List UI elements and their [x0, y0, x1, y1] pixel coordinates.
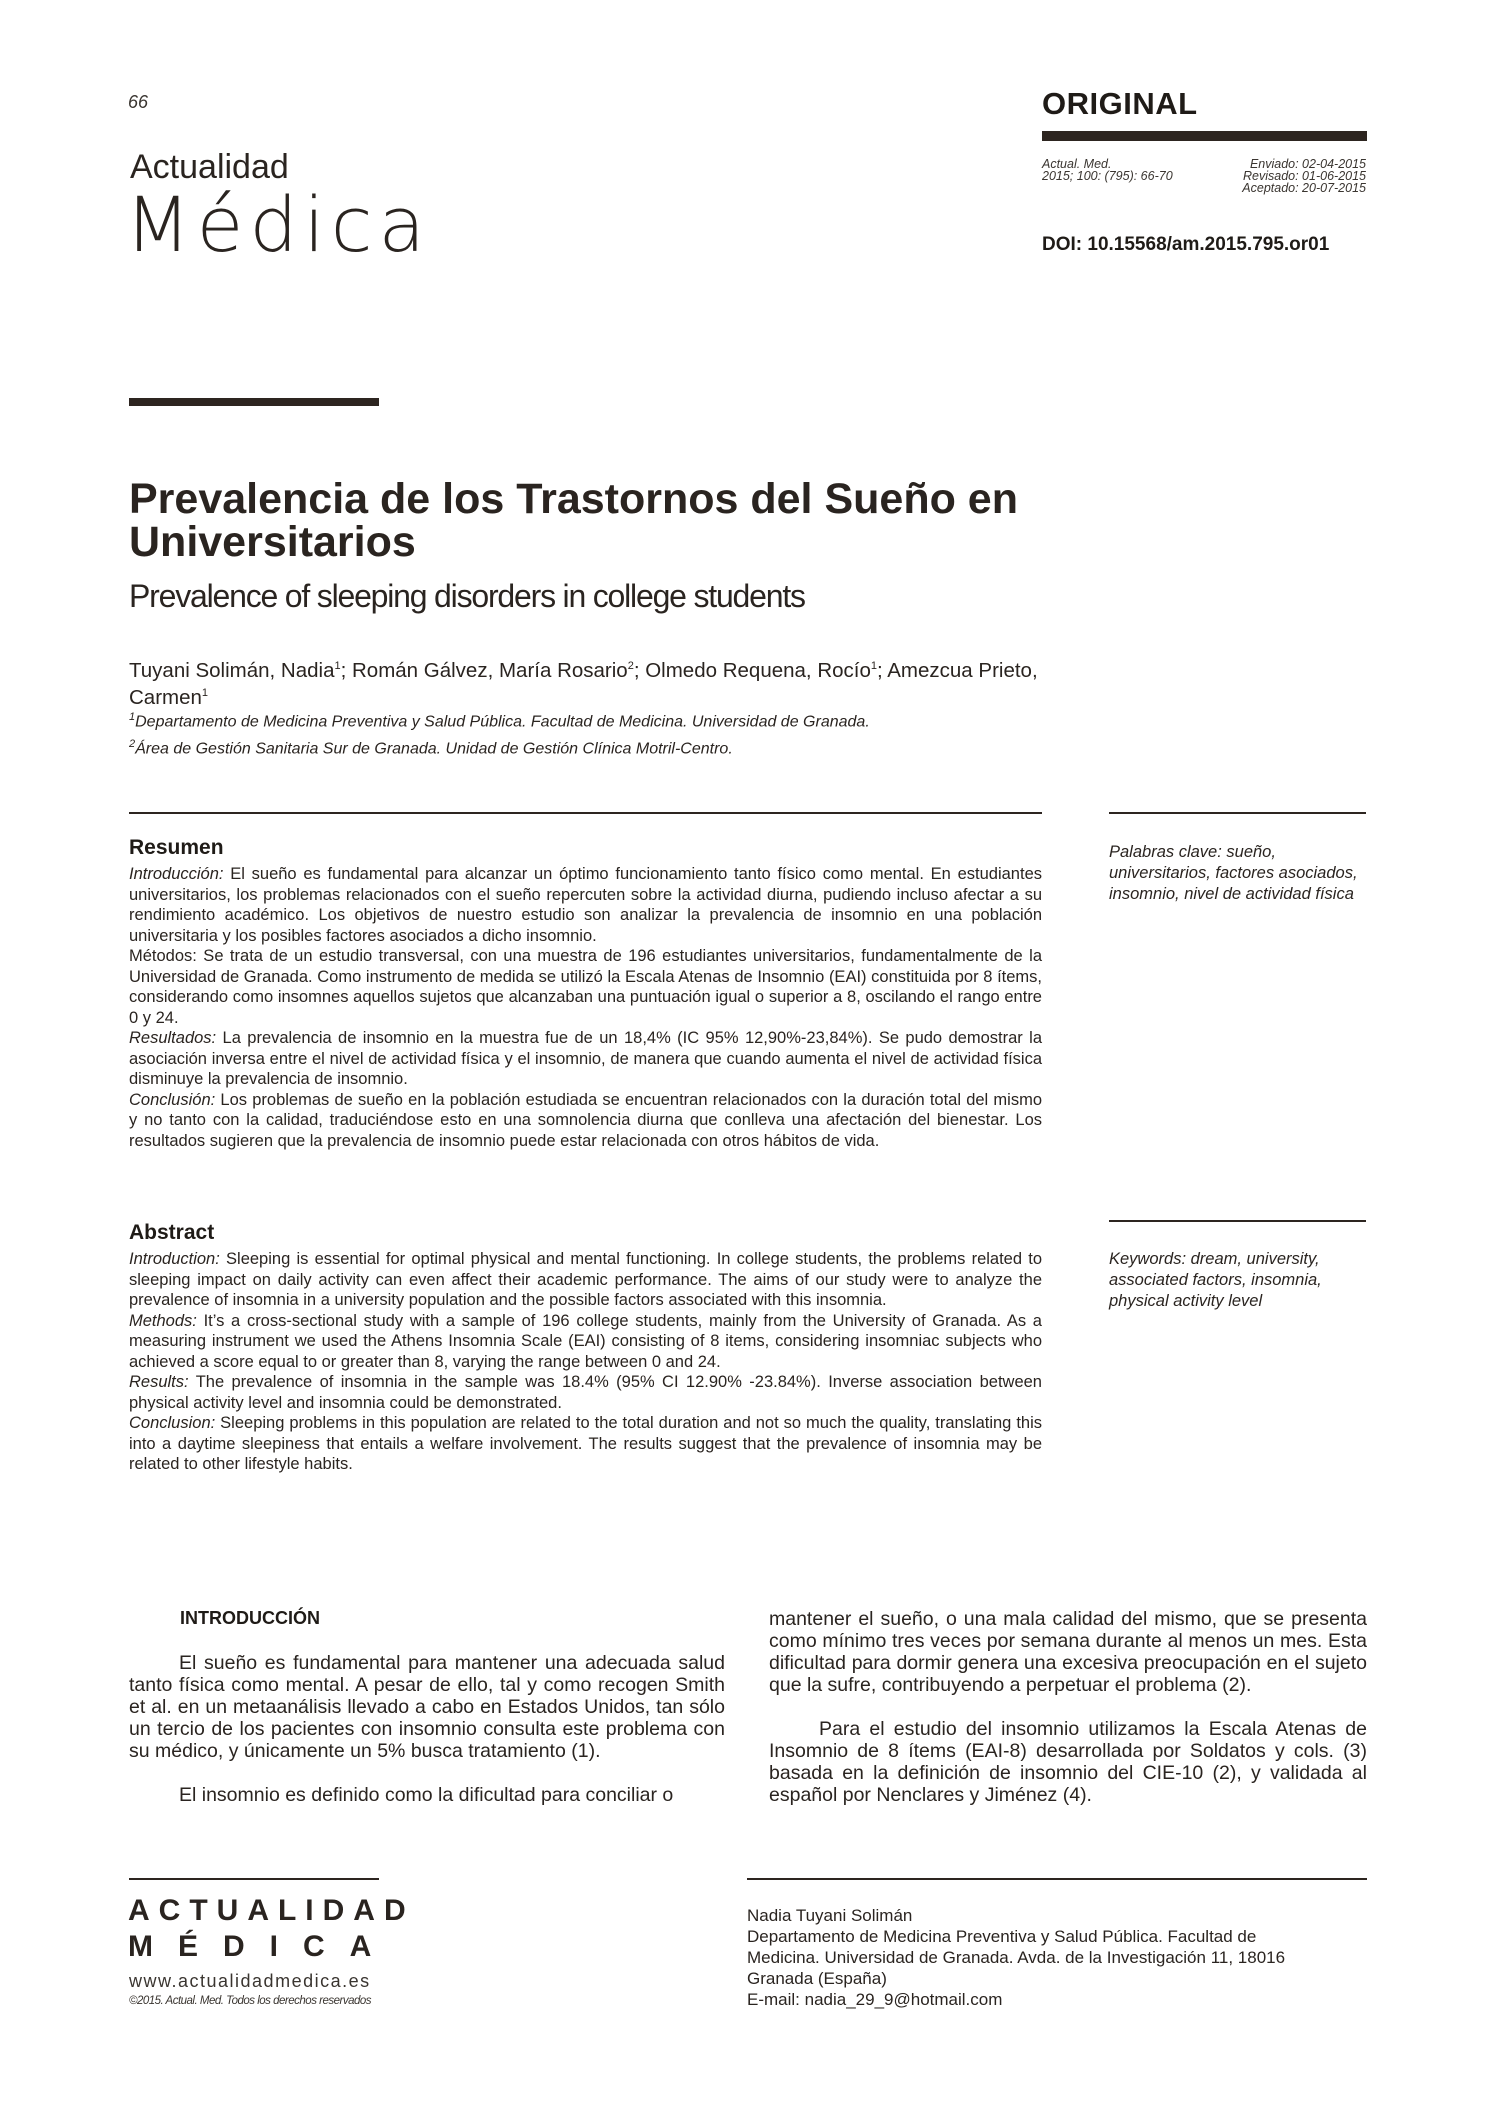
author-name: ; Olmedo Requena, Rocío [633, 658, 871, 682]
author-affil-mark: 2 [627, 660, 634, 672]
doi-link[interactable]: DOI: 10.15568/am.2015.795.or01 [1042, 234, 1330, 255]
author-affil-mark: 1 [334, 660, 341, 672]
resumen-resultados: Resultados: La prevalencia de insomnio en la muestra fue de un 18,4% (IC 95% 12,90%-23,84%). Se pudo demostrar la asociación inversa entre el nivel de actividad física y el insomnio, de manera que cuando aumenta el nivel de actividad física disminuye la prevalencia de insomnio. [129, 1029, 1042, 1088]
correspondence-block [747, 1905, 1367, 2010]
resumen-intro: Introducción: El sueño es fundamental para alcanzar un óptimo funcionamiento tanto físico como mental. En estudiantes universitarios, los problemas relacionados con el sueño repercuten sobre la actividad diurna, pudiendo incluso afectar a su rendimiento académico. Los objetivos de nuestro estudio son analizar la prevalencia de insomnio en una población universitaria y los posibles factores asociados a dicho insomnio. [129, 865, 1042, 945]
journal-logo-main: Médica [125, 180, 432, 269]
corr-author-name: Nadia Tuyani Solimán [747, 1906, 913, 1925]
footer-logo-line2: MÉDICA [128, 1930, 397, 1963]
corr-address: Medicina. Universidad de Granada. Avda. de la Investigación 11, 18016 [747, 1948, 1286, 1967]
author-name: Tuyani Solimán, Nadia [129, 658, 335, 682]
footer-rule-left [129, 1878, 379, 1880]
keywords-top-rule [1109, 812, 1366, 814]
body-paragraph: mantener el sueño, o una mala calidad del mismo, que se presenta como mínimo tres veces por semana durante al menos un mes. Esta dificultad para dormir genera una excesiva preocupación en el sujeto que la sufre, contribuyendo a perpetuar el problema (2). [769, 1608, 1367, 1696]
author-name: ; Amezcua Prieto, Carmen [129, 658, 1038, 709]
citation-line: Actual. Med. [1042, 157, 1112, 171]
keywords-en: Keywords: dream, university, associated factors, insomnia, physical activity level [1109, 1250, 1322, 1310]
abstract-body [129, 1249, 1042, 1475]
date-sent: Enviado: 02-04-2015 [1249, 157, 1366, 171]
resumen-metodos: Métodos: Se trata de un estudio transversal, con una muestra de 196 estudiantes universitarios, fundamentalmente de la Universidad de Granada. Como instrumento de medida se utilizó la Escala Atenas de Insomnio (EAI) constituida por 8 ítems, considerando como insomnes aquellos sujetos que alcanzaban una puntuación igual o superior a 8, oscilando el rango entre 0 y 24. [129, 947, 1042, 1027]
body-paragraph: El sueño es fundamental para mantener una adecuada salud tanto física como mental. A pesar de ello, tal y como recogen Smith et al. en un metaanálisis llevado a cabo en Estados Unidos, tan sólo un tercio de los pacientes con insomnio consulta este problema con su médico, y únicamente un 5% busca tratamiento (1). [129, 1652, 725, 1762]
footer-copyright: ©2015. Actual. Med. Todos los derechos reservados [129, 1995, 372, 2007]
resumen-body [129, 864, 1042, 1151]
footer-rule-right [747, 1878, 1367, 1880]
corr-email-link[interactable]: E-mail: nadia_29_9@hotmail.com [747, 1990, 1003, 2009]
page-number: 66 [128, 92, 149, 112]
article-title: Prevalencia de los Trastornos del Sueño en Universitarios [129, 475, 1018, 566]
author-affil-mark: 1 [201, 686, 209, 699]
title-rule [129, 398, 379, 406]
citation-line: 2015; 100: (795): 66-70 [1042, 169, 1173, 183]
affiliation-item: $^2$Área de Gestión Sanitaria Sur de Granada. Unidad de Gestión Clínica Motril-Centro. [129, 738, 733, 758]
section-label: ORIGINAL [1042, 86, 1198, 121]
footer-website-link[interactable]: www.actualidadmedica.es [129, 1971, 371, 1991]
author-affil-mark: 1 [870, 660, 877, 672]
resumen-conclusion: Conclusión: Los problemas de sueño en la población estudiada se encuentran relacionados con la duración total del mismo y no tanto con la calidad, traduciéndose esto en una somnolencia diurna que conlleva una afectación del bienestar. Los resultados sugieren que la prevalencia de insomnio puede estar relacionada con otros hábitos de vida. [129, 1090, 1042, 1150]
date-revised: Revisado: 01-06-2015 [1243, 169, 1366, 183]
abstract-results: Results: The prevalence of insomnia in the sample was 18.4% (95% CI 12.90% -23.84%). Inverse association between physical activity level and insomnia could be demonstrated. [129, 1373, 1042, 1412]
article-subtitle: Prevalence of sleeping disorders in college students [129, 578, 805, 614]
palabras-clave: Palabras clave: sueño, universitarios, factores asociados, insomnio, nivel de actividad física [1109, 843, 1358, 903]
submission-dates [1242, 158, 1366, 194]
abstract-heading: Abstract [129, 1221, 215, 1244]
date-accepted: Aceptado: 20-07-2015 [1242, 181, 1366, 195]
body-column-left [129, 1652, 725, 1828]
corr-address: Departamento de Medicina Preventiva y Salud Pública. Facultad de [747, 1927, 1257, 1946]
author-name: ; Román Gálvez, María Rosario [340, 658, 628, 682]
keywords-en-rule [1109, 1220, 1366, 1222]
abstract-methods: Methods: It’s a cross-sectional study with a sample of 196 college students, mainly from the University of Granada. As a measuring instrument we used the Athens Insomnia Scale (EAI) consisting of 8 items, considering insomniac subjects who achieved a score equal to or greater than 8, varying the range between 0 and 24. [129, 1311, 1042, 1371]
body-paragraph: Para el estudio del insomnio utilizamos la Escala Atenas de Insomnio de 8 ítems (EAI-8) desarrollada por Soldatos y cols. (3) basada en la definición de insomnio del CIE-10 (2), y validada al español por Nenclares y Jiménez (4). [769, 1718, 1367, 1806]
author-list [129, 655, 1049, 709]
body-paragraph: El insomnio es definido como la dificultad para conciliar o [179, 1784, 674, 1806]
affiliation-item: $^1$Departamento de Medicina Preventiva y Salud Pública. Facultad de Medicina. Universidad de Granada. [129, 711, 870, 731]
footer-logo-line1: ACTUALIDAD [128, 1894, 415, 1927]
abstract-top-rule [129, 812, 1042, 814]
citation-info [1042, 158, 1173, 182]
resumen-heading: Resumen [129, 836, 224, 859]
abstract-conclusion: Conclusion: Sleeping problems in this population are related to the total duration and not so much the quality, translating this into a daytime sleepiness that entails a welfare involvement. The results suggest that the prevalence of insomnia may be related to other lifestyle habits. [129, 1414, 1042, 1473]
body-column-right [769, 1608, 1367, 1828]
corr-address: Granada (España) [747, 1969, 887, 1988]
affiliations [129, 706, 1049, 761]
section-heading-introduccion: INTRODUCCIÓN [180, 1608, 320, 1628]
section-rule [1042, 131, 1367, 141]
abstract-intro: Introduction: Sleeping is essential for optimal physical and mental functioning. In college students, the problems related to sleeping impact on daily activity can even affect their academic performance. The aims of our study were to analyze the prevalence of insomnia in a university population and the possible factors associated with this insomnia. [129, 1250, 1042, 1309]
journal-logo-top: Actualidad [130, 148, 289, 186]
